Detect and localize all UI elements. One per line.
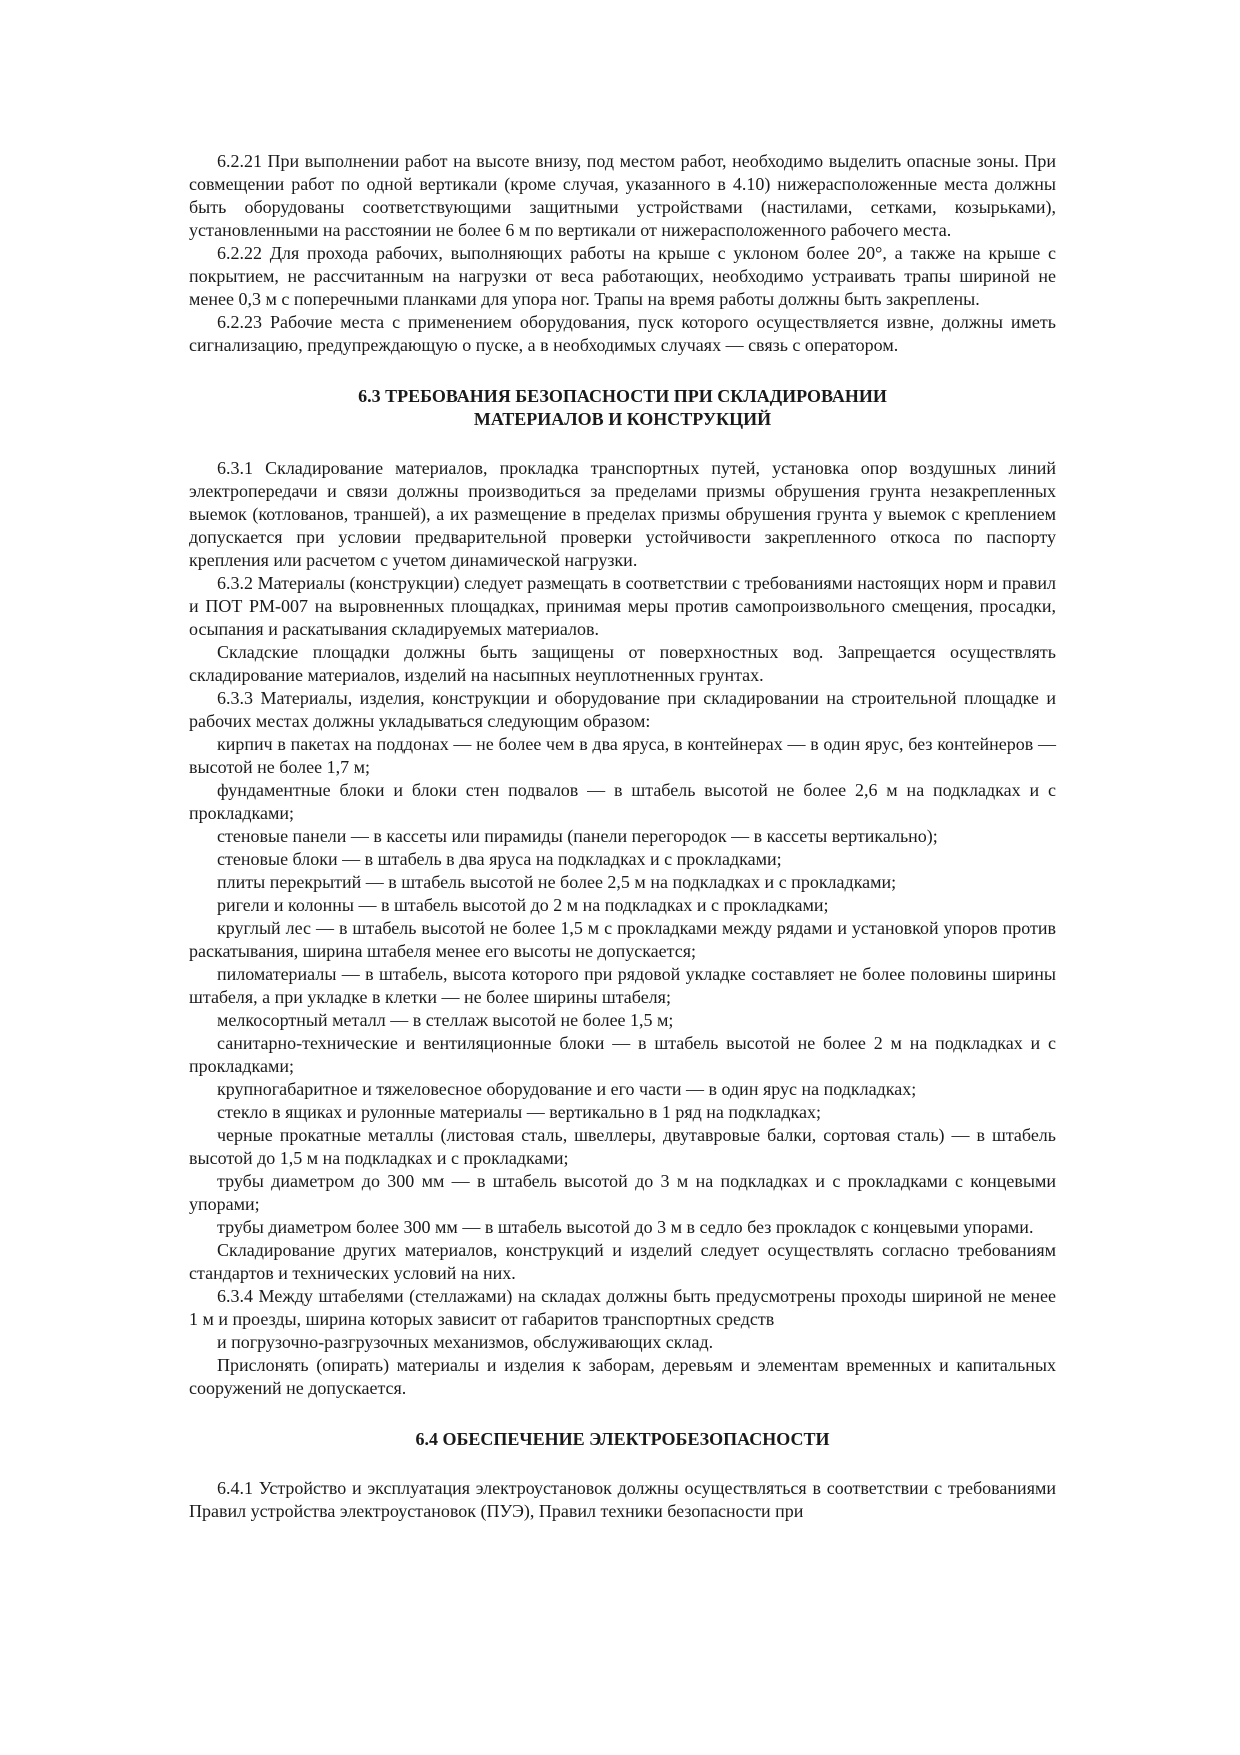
- paragraph: Складирование других материалов, конструкций и изделий следует осуществлять согласно требованиям стандартов и технических условий на них.: [189, 1240, 1056, 1283]
- list-item: крупногабаритное и тяжеловесное оборудование и его части — в один ярус на подкладках;: [217, 1079, 917, 1099]
- list-item: пиломатериалы — в штабель, высота которого при рядовой укладке составляет не более половины ширины штабеля, а при укладке в клетки — не более ширины штабеля;: [189, 964, 1056, 1007]
- paragraph: Складские площадки должны быть защищены от поверхностных вод. Запрещается осуществлять складирование материалов, изделий на насыпных неуплотненных грунтах.: [189, 642, 1056, 685]
- section-heading-6-4: [189, 1428, 1056, 1451]
- list-item: фундаментные блоки и блоки стен подвалов — в штабель высотой не более 2,6 м на подкладках и с прокладками;: [189, 780, 1056, 823]
- list-item: стеновые блоки — в штабель в два яруса на подкладках и с прокладками;: [217, 849, 782, 869]
- list-item: плиты перекрытий — в штабель высотой не более 2,5 м на подкладках и с прокладками;: [217, 872, 897, 892]
- paragraph: и погрузочно-разгрузочных механизмов, обслуживающих склад.: [217, 1332, 714, 1352]
- paragraph-6-2-22: 6.2.22 Для прохода рабочих, выполняющих работы на крыше с уклоном более 20°, а также на крыше с покрытием, не рассчитанным на нагрузки от веса работающих, необходимо устраивать трапы шириной не менее 0,3 м с поперечными планками для упора ног. Трапы на время работы должны быть закреплены.: [189, 243, 1056, 309]
- list-item: санитарно-технические и вентиляционные блоки — в штабель высотой не более 2 м на подкладках и с прокладками;: [189, 1033, 1056, 1076]
- list-item: черные прокатные металлы (листовая сталь, швеллеры, двутавровые балки, сортовая сталь) — в штабель высотой до 1,5 м на подкладках и с прокладками;: [189, 1125, 1056, 1168]
- document-page: [189, 150, 1056, 1523]
- list-item: круглый лес — в штабель высотой не более 1,5 м с прокладками между рядами и установкой упоров против раскатывания, ширина штабеля менее его высоты не допускается;: [189, 918, 1056, 961]
- paragraph-6-2-23: 6.2.23 Рабочие места с применением оборудования, пуск которого осуществляется извне, должны иметь сигнализацию, предупреждающую о пуске, а в необходимых случаях — связь с оператором.: [189, 312, 1056, 355]
- paragraph-6-3-4: 6.3.4 Между штабелями (стеллажами) на складах должны быть предусмотрены проходы шириной не менее 1 м и проезды, ширина которых зависит от габаритов транспортных средств: [189, 1286, 1056, 1329]
- section-heading-6-3: [189, 385, 1056, 431]
- paragraph-6-3-2: 6.3.2 Материалы (конструкции) следует размещать в соответствии с требованиями настоящих норм и правил и ПОТ РМ-007 на выровненных площадках, принимая меры против самопроизвольного смещения, просадки, осыпания и раскатывания складируемых материалов.: [189, 573, 1056, 639]
- paragraph-6-2-21: 6.2.21 При выполнении работ на высоте внизу, под местом работ, необходимо выделить опасные зоны. При совмещении работ по одной вертикали (кроме случая, указанного в 4.10) нижерасположенные места должны быть оборудованы соответствующими защитными устройствами (настилами, сетками, козырьками), установленными на расстоянии не более 6 м по вертикали от нижерасположенного рабочего места.: [189, 151, 1056, 240]
- paragraph: Прислонять (опирать) материалы и изделия к заборам, деревьям и элементам временных и капитальных сооружений не допускается.: [189, 1355, 1056, 1398]
- section-heading-line: 6.3 ТРЕБОВАНИЯ БЕЗОПАСНОСТИ ПРИ СКЛАДИРОВАНИИ: [358, 386, 887, 406]
- list-item: трубы диаметром более 300 мм — в штабель высотой до 3 м в седло без прокладок с концевыми упорами.: [217, 1217, 1034, 1237]
- section-heading-line: МАТЕРИАЛОВ И КОНСТРУКЦИЙ: [473, 409, 772, 429]
- list-item: ригели и колонны — в штабель высотой до 2 м на подкладках и с прокладками;: [217, 895, 829, 915]
- paragraph-6-4-1: 6.4.1 Устройство и эксплуатация электроустановок должны осуществляться в соответствии с требованиями Правил устройства электроустановок (ПУЭ), Правил техники безопасности при: [189, 1478, 1056, 1521]
- list-item: стеновые панели — в кассеты или пирамиды (панели перегородок — в кассеты вертикально);: [217, 826, 938, 846]
- list-item: мелкосортный металл — в стеллаж высотой не более 1,5 м;: [217, 1010, 674, 1030]
- paragraph-6-3-3: 6.3.3 Материалы, изделия, конструкции и оборудование при складировании на строительной площадке и рабочих местах должны укладываться следующим образом:: [189, 688, 1056, 731]
- list-item: стекло в ящиках и рулонные материалы — вертикально в 1 ряд на подкладках;: [217, 1102, 822, 1122]
- paragraph-6-3-1: 6.3.1 Складирование материалов, прокладка транспортных путей, установка опор воздушных линий электропередачи и связи должны производиться за пределами призмы обрушения грунта незакрепленных выемок (котлованов, траншей), а их размещение в пределах призмы обрушения грунта у выемок с креплением допускается при условии предварительной проверки устойчивости закрепленного откоса по паспорту крепления или расчетом с учетом динамической нагрузки.: [189, 458, 1056, 570]
- list-item: трубы диаметром до 300 мм — в штабель высотой до 3 м на подкладках и с прокладками с концевыми упорами;: [189, 1171, 1056, 1214]
- section-heading-line: 6.4 ОБЕСПЕЧЕНИЕ ЭЛЕКТРОБЕЗОПАСНОСТИ: [415, 1429, 830, 1449]
- list-item: кирпич в пакетах на поддонах — не более чем в два яруса, в контейнерах — в один ярус, без контейнеров — высотой не более 1,7 м;: [189, 734, 1056, 777]
